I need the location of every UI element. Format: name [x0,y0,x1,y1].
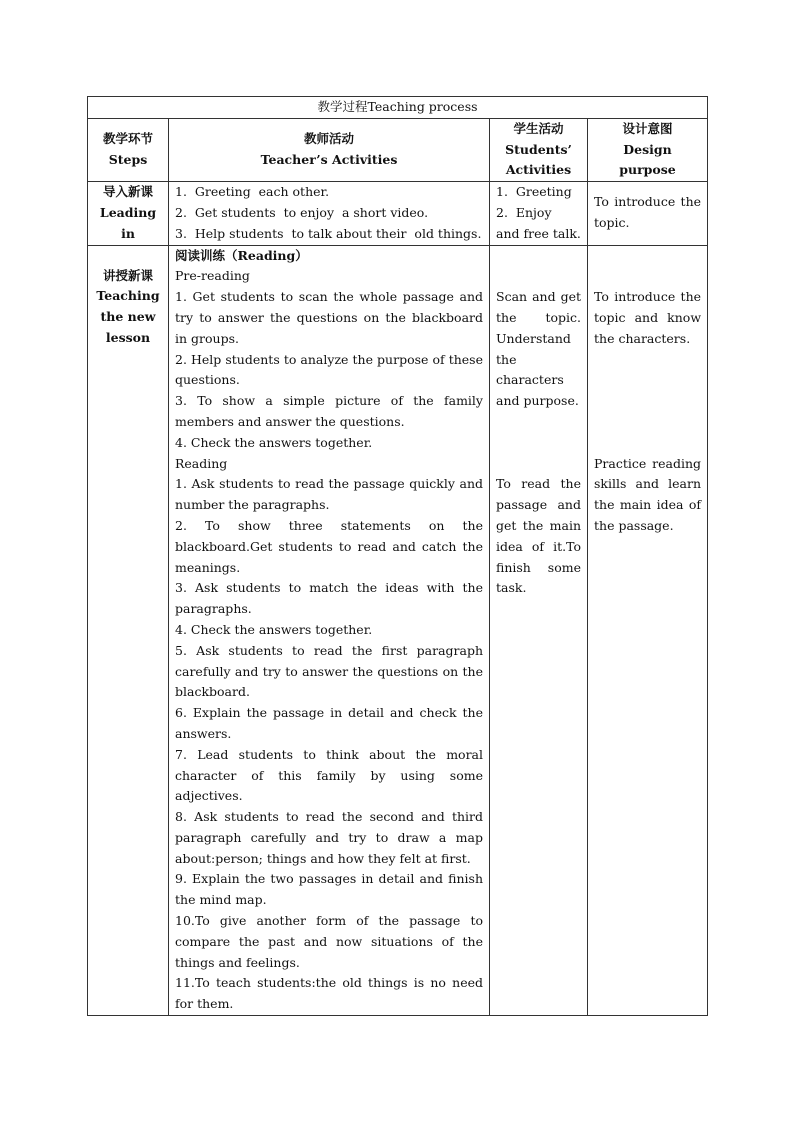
teacher-item: 3. Ask students to match the ideas with the paragraphs. [175,580,483,617]
design-text: To introduce the topic. [594,194,702,230]
header-steps-cn: 教学环节 [102,130,153,146]
teacher-item: 4. Check the answers together. [175,434,373,450]
design-text: To introduce the topic and know the characters. [594,289,702,346]
teacher-item: 5. Ask students to read the first paragraph carefully and try to answer the questions on the blackboard. [175,642,483,700]
teacher-item: 2. To show three statements on the blackboard.Get students to read and catch the meanings. [175,517,483,575]
student-item: 1. Greeting [496,184,572,200]
header-steps [88,118,169,181]
step-teaching [88,245,169,1015]
student-item: and free talk. [496,225,581,241]
teacher-item: 6. Explain the passage in detail and check the answers. [175,705,483,741]
teacher-item: 9. Explain the two passages in detail and finish the mind map. [175,871,483,908]
header-row [88,118,708,181]
table-title-row [88,97,708,119]
teaching-process-table [87,96,708,1016]
step-leading-en2: in [121,225,135,241]
section-label: Reading [175,455,228,471]
header-students [490,118,588,181]
step-teaching-en3: lesson [105,329,151,345]
row-teaching-new-lesson [88,245,708,1015]
step-teaching-en1: Teaching [96,288,160,304]
section-label: Pre-reading [175,268,250,284]
header-students-en1: Students’ [505,141,572,157]
students-teaching [490,245,588,1015]
students-leading-in [490,182,588,245]
design-leading-in [588,182,708,245]
step-teaching-cn: 讲授新课 [102,267,153,283]
table-title: 教学过程Teaching process [88,97,708,119]
teacher-item: 4. Check the answers together. [175,621,373,637]
design-teaching [588,245,708,1015]
student-item: To read the passage and get the main idea of it.To finish some task. [496,476,581,596]
teacher-item: 1. Ask students to read the passage quickly and number the paragraphs. [175,476,483,513]
step-leading-in [88,182,169,245]
student-item: Scan and get the topic. Understand the characters and purpose. [496,289,581,409]
header-teacher-en: Teacher’s Activities [260,151,398,167]
teacher-item: 1. Greeting each other. [175,184,330,200]
step-leading-cn: 导入新课 [102,184,153,200]
header-students-en2: Activities [505,162,572,178]
teacher-item: 1. Get students to scan the whole passage and try to answer the questions on the blackboard in groups. [175,289,483,346]
teacher-teaching [169,245,490,1015]
teacher-leading-in [169,182,490,245]
reading-heading: 阅读训练（Reading） [175,247,308,263]
step-leading-en1: Leading [99,204,157,220]
header-design-en2: purpose [619,162,676,178]
teacher-item: 2. Help students to analyze the purpose of these questions. [175,351,483,388]
student-item: 2. Enjoy [496,204,552,220]
teacher-item: 3. Help students to talk about their old things. [175,225,482,241]
teacher-item: 2. Get students to enjoy a short video. [175,204,429,220]
teacher-item: 8. Ask students to read the second and third paragraph carefully and try to draw a map about:person; things and how they felt at first. [175,809,483,866]
header-design-en1: Design [623,141,672,157]
teacher-item: 10.To give another form of the passage to compare the past and now situations of the things and feelings. [175,913,483,970]
design-text: Practice reading skills and learn the main idea of the passage. [594,455,702,533]
row-leading-in [88,182,708,245]
header-design-cn: 设计意图 [622,120,673,136]
header-teacher-cn: 教师活动 [303,130,354,146]
header-teacher [169,118,490,181]
step-teaching-en2: the new [100,309,156,325]
header-steps-en: Steps [108,151,148,167]
header-design [588,118,708,181]
header-students-cn: 学生活动 [513,120,564,136]
teacher-item: 7. Lead students to think about the moral character of this family by using some adjectives. [175,746,483,804]
teacher-item: 3. To show a simple picture of the family members and answer the questions. [175,393,483,429]
teacher-item: 11.To teach students:the old things is no need for them. [175,975,483,1012]
